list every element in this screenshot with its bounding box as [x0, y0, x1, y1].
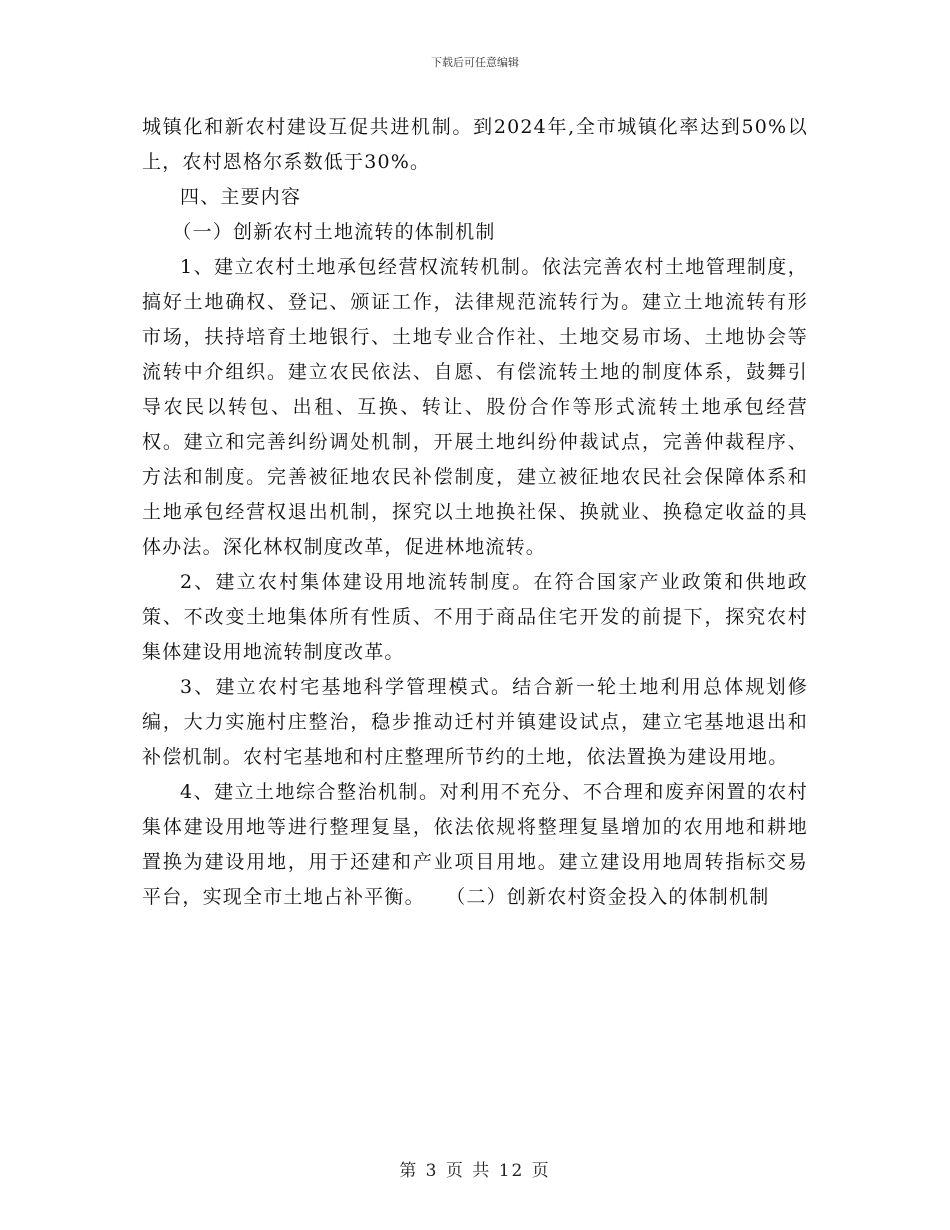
page-number: 第 3 页 共 12 页	[399, 1161, 551, 1181]
paragraph-item-1: 1、建立农村土地承包经营权流转机制。依法完善农村土地管理制度，搞好土地确权、登记、颁证工作，法律规范流转行为。建立土地流转有形市场，扶持培育土地银行、土地专业合作社、土地交易市场、土地协会等流转中介组织。建立农民依法、自愿、有偿流转土地的制度体系，鼓舞引导农民以转包、出租、互换、转让、股份合作等形式流转土地承包经营权。建立和完善纠纷调处机制，开展土地纠纷仲裁试点，完善仲裁程序、方法和制度。完善被征地农民补偿制度，建立被征地农民社会保障体系和土地承包经营权退出机制，探究以土地换社保、换就业、换稳定收益的具体办法。深化林权制度改革，促进林地流转。	[142, 256, 808, 558]
subsection-heading-land-transfer: （一）创新农村土地流转的体制机制	[172, 221, 496, 243]
paragraph-item-2: 2、建立农村集体建设用地流转制度。在符合国家产业政策和供地政策、不改变土地集体所有性质、不用于商品住宅开发的前提下，探究农村集体建设用地流转制度改革。	[142, 571, 808, 663]
section-heading-main-content: 四、主要内容	[180, 186, 302, 208]
page-header: 下载后可任意编辑	[431, 56, 519, 69]
paragraph-item-4: 4、建立土地综合整治机制。对利用不充分、不合理和废弃闲置的农村集体建设用地等进行整理复垦，依法依规将整理复垦增加的农用地和耕地置换为建设用地，用于还建和产业项目用地。建立建设用地周转指标交易平台，实现全市土地占补平衡。 （二）创新农村资金投入的体制机制	[142, 781, 808, 908]
paragraph-item-3: 3、建立农村宅基地科学管理模式。结合新一轮土地利用总体规划修编，大力实施村庄整治，稳步推动迁村并镇建设试点，建立宅基地退出和补偿机制。农村宅基地和村庄整理所节约的土地，依法置换为建设用地。	[142, 676, 808, 768]
document-body	[142, 110, 808, 915]
paragraph-continuation: 城镇化和新农村建设互促共进机制。到2024年,全市城镇化率达到50%以上，农村恩格尔系数低于30%。	[142, 116, 808, 173]
